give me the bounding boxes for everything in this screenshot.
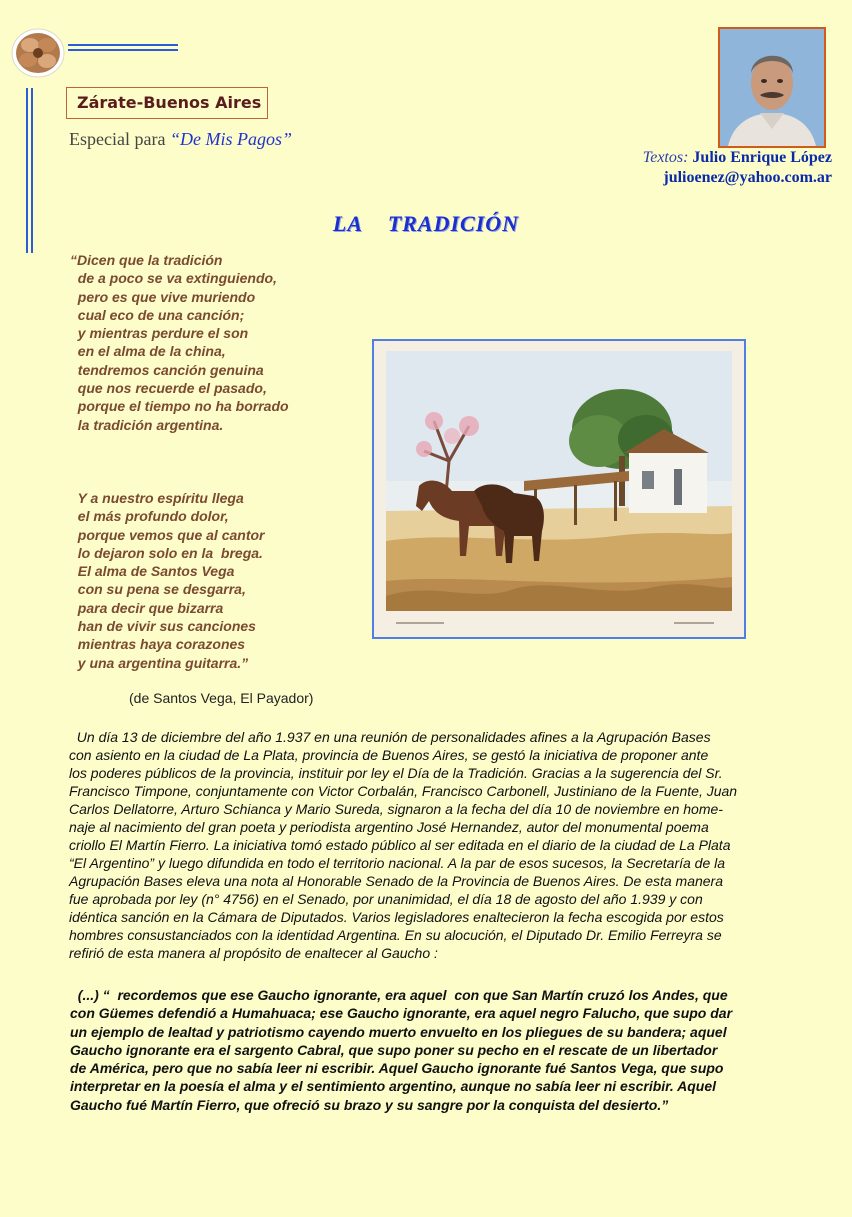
verse-line: y una argentina guitarra.” bbox=[70, 654, 249, 671]
publication-name: “De Mis Pagos” bbox=[169, 129, 292, 149]
verse-stanza-1 bbox=[70, 251, 289, 434]
verse-line: mientras haya corazones bbox=[70, 636, 246, 653]
verse-attribution: (de Santos Vega, El Payador) bbox=[129, 690, 314, 706]
body-line: naje al nacimiento del gran poeta y periodista argentino José Hernandez, autor del monumental poema bbox=[69, 819, 709, 835]
article-body bbox=[69, 728, 792, 962]
quote-line: de América, pero que no sabía leer ni escribir. Aquel Gaucho ignorante fué Santos Vega, que supo bbox=[70, 1060, 724, 1077]
verse-line: tendremos canción genuina bbox=[70, 361, 264, 378]
special-for-line bbox=[69, 129, 292, 150]
verse-line: Y a nuestro espíritu llega bbox=[70, 490, 244, 506]
body-line: Carlos Dellatorre, Arturo Schianca y Mario Sureda, signaron a la fecha del día 10 de noviembre en home- bbox=[69, 801, 723, 817]
article-title bbox=[0, 211, 852, 237]
decorative-line bbox=[68, 44, 178, 46]
decorative-line bbox=[68, 49, 178, 51]
verse-line: El alma de Santos Vega bbox=[70, 563, 235, 580]
body-line: Francisco Timpone, conjuntamente con Victor Corbalán, Francisco Carbonell, Justiniano de la Fuente, Juan bbox=[69, 783, 738, 799]
quote-line: interpretar en la poesía el alma y el sentimiento argentino, aunque no sabía leer ni escribir. Aquel bbox=[70, 1078, 717, 1095]
credit-label: Textos: bbox=[642, 149, 693, 166]
body-line: Agrupación Bases eleva una nota al Honorable Senado de la Provincia de Buenos Aires. De esta manera bbox=[69, 873, 724, 889]
quote-line: con Güemes defendió a Humahuaca; ese Gaucho ignorante, era aquel negro Falucho, que supo dar bbox=[70, 1005, 733, 1022]
body-line: con asiento en la ciudad de La Plata, provincia de Buenos Aires, se gestó la iniciativa de proponer ante bbox=[69, 747, 709, 763]
verse-line: pero es que vive muriendo bbox=[70, 288, 256, 305]
credits bbox=[643, 148, 832, 188]
article-title-text: LA TRADICIÓN bbox=[332, 211, 520, 236]
ferreyra-quote bbox=[70, 986, 793, 1114]
gaucho-ranch-painting bbox=[372, 339, 746, 639]
verse-line: la tradición argentina. bbox=[70, 416, 224, 433]
quote-line: Gaucho ignorante era el sargento Cabral, que supo poner su pecho en el rescate de un libertador bbox=[70, 1041, 718, 1058]
verse-line: para decir que bizarra bbox=[70, 599, 224, 616]
verse-line: cual eco de una canción; bbox=[70, 306, 245, 323]
verse-line: lo dejaron solo en la brega. bbox=[70, 544, 263, 561]
body-line: “El Argentino” y luego difundida en todo el territorio nacional. A la par de esos sucesos, la Secretaría de la bbox=[69, 855, 726, 871]
body-line: fue aprobada por ley (n° 4756) en el Senado, por unanimidad, el día 18 de agosto del año 1.939 y con bbox=[69, 891, 703, 907]
verse-line: porque el tiempo no ha borrado bbox=[70, 398, 289, 415]
body-line: los poderes públicos de la provincia, instituir por ley el Día de la Tradición. Gracias a la sugerencia del Sr. bbox=[69, 765, 723, 781]
special-prefix: Especial para bbox=[69, 129, 170, 149]
verse-line: en el alma de la china, bbox=[70, 343, 226, 360]
quote-line: Gaucho fué Martín Fierro, que ofreció su brazo y su sangre por la conquista del desierto.” bbox=[70, 1096, 669, 1113]
verse-line: el más profundo dolor, bbox=[70, 508, 229, 525]
body-line: refirió de esta manera al propósito de enaltecer al Gaucho : bbox=[69, 945, 438, 961]
verse-line: “Dicen que la tradición bbox=[70, 252, 223, 268]
body-line: hombres consustanciados con la identidad Argentina. En su alocución, el Diputado Dr. Emilio Ferreyra se bbox=[69, 927, 722, 943]
author-name: Julio Enrique López bbox=[692, 149, 832, 166]
flower-logo-icon bbox=[10, 27, 68, 79]
author-photo bbox=[718, 27, 826, 148]
verse-line: han de vivir sus canciones bbox=[70, 618, 256, 635]
body-line: idéntica sanción en la Cámara de Diputados. Varios legisladores enaltecieron la fecha escogida por estos bbox=[69, 909, 724, 925]
verse-line: de a poco se va extinguiendo, bbox=[70, 270, 277, 287]
verse-line: con su pena se desgarra, bbox=[70, 581, 246, 598]
verse-line: y mientras perdure el son bbox=[70, 325, 249, 342]
author-email: julioenez@yahoo.com.ar bbox=[663, 169, 832, 186]
body-line: criollo El Martín Fierro. La iniciativa tomó estado público al ser editada en el diario de la ciudad de La Plata bbox=[69, 837, 731, 853]
verse-line: porque vemos que al cantor bbox=[70, 526, 265, 543]
verse-line: que nos recuerde el pasado, bbox=[70, 380, 267, 397]
quote-line: (...) “ recordemos que ese Gaucho ignorante, era aquel con que San Martín cruzó los Andes, que bbox=[70, 987, 728, 1003]
verse-stanza-2 bbox=[70, 489, 265, 672]
location-label: Zárate-Buenos Aires bbox=[66, 87, 268, 119]
quote-line: un ejemplo de lealtad y patriotismo cayendo muerto envuelto en los pliegues de su bandera; aquel bbox=[70, 1023, 727, 1040]
body-line: Un día 13 de diciembre del año 1.937 en una reunión de personalidades afines a la Agrupación Bases bbox=[69, 729, 711, 745]
